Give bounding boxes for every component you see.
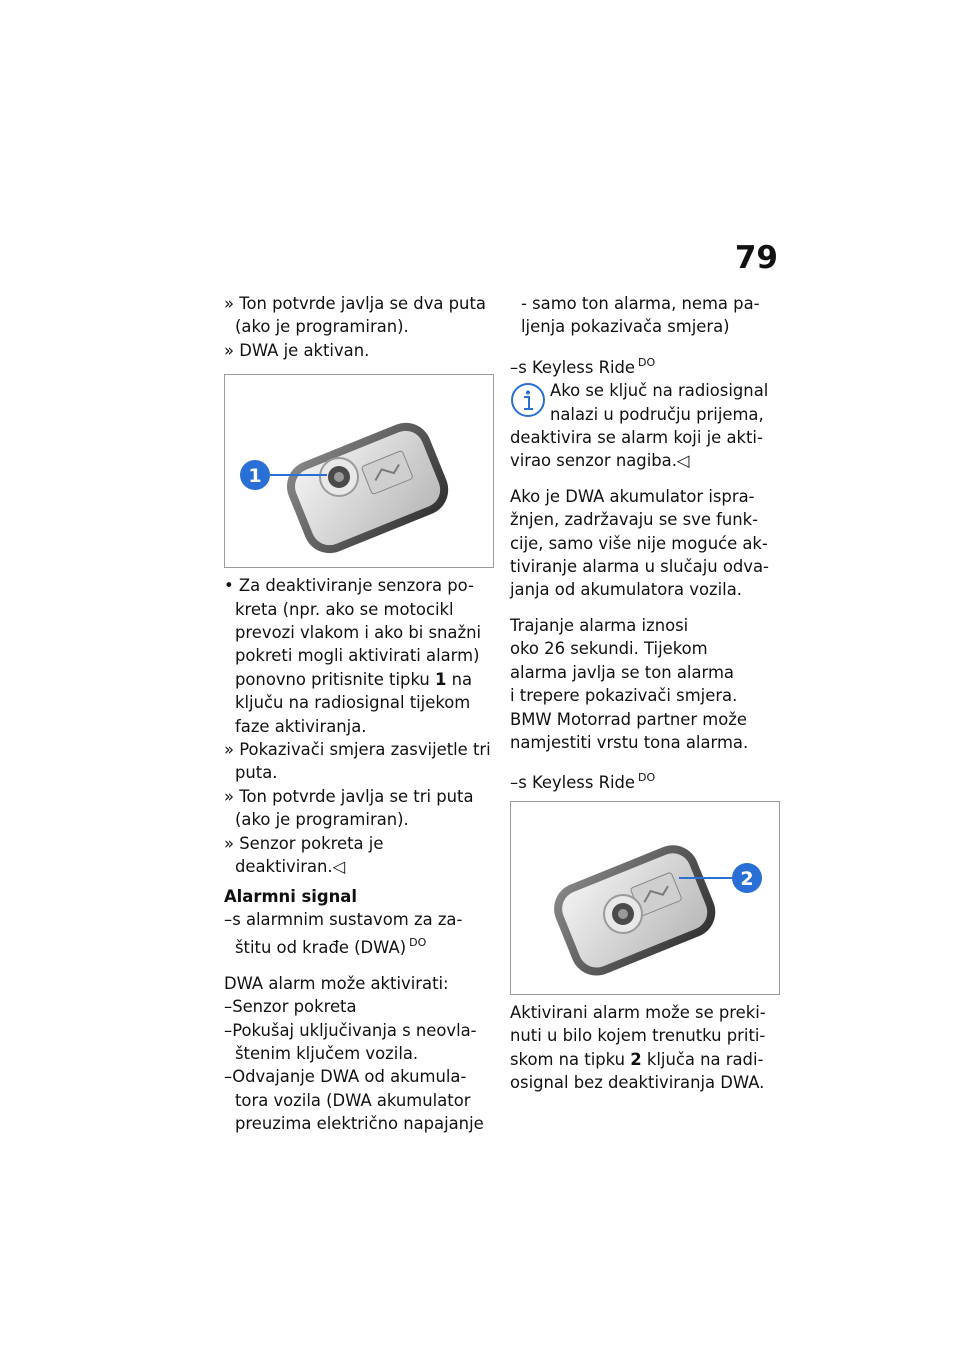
trigger-line: –Pokušaj uključivanja s neovla- <box>224 1020 477 1040</box>
paragraph-line: janja od akumulatora vozila. <box>510 580 742 600</box>
paragraph-line: - samo ton alarma, nema pa- <box>521 294 760 313</box>
paragraph-line: nuti u bilo kojem trenutku priti- <box>510 1026 766 1046</box>
page-number: 79 <box>734 240 778 276</box>
bullet-line: prevozi vlakom i ako bi snažni <box>235 623 482 643</box>
trigger-line: štenim ključem vozila. <box>235 1043 419 1063</box>
paragraph-text: ključa na radi- <box>641 1049 764 1069</box>
note-line: Ako se ključ na radiosignal <box>550 381 769 401</box>
left-column <box>224 292 494 1136</box>
result-line: » DWA je aktivan. <box>224 340 370 360</box>
note-line: virao senzor nagiba.◁ <box>510 451 690 471</box>
paragraph-line: i trepere pokazivači smjera. <box>510 686 738 706</box>
result-line: » Ton potvrde javlja se tri puta <box>224 786 474 806</box>
option-line <box>224 931 494 959</box>
option-line: –s alarmnim sustavom za za- <box>224 909 463 929</box>
paragraph-line: namjestiti vrstu tona alarma. <box>510 732 749 752</box>
bullet-text: ponovno pritisnite tipku <box>235 669 436 689</box>
result-line: » Senzor pokreta je <box>224 833 384 853</box>
paragraph-line: žnjen, zadržavaju se sve funk- <box>510 510 759 530</box>
bullet-line: kreta (npr. ako se motocikl <box>235 599 454 619</box>
paragraph-line <box>510 1048 782 1071</box>
paragraph-line: osignal bez deaktiviranja DWA. <box>510 1072 765 1092</box>
keyless-option-superscript: DO <box>638 355 656 369</box>
trigger-line: preuzima električno napajanje <box>235 1114 484 1134</box>
option-superscript: DO <box>409 936 427 950</box>
paragraph-line: DWA alarm može aktivirati: <box>224 973 449 993</box>
paragraph-text: skom na tipku <box>510 1049 631 1069</box>
key-number-1: 1 <box>435 669 447 689</box>
result-line: (ako je programiran). <box>235 810 409 830</box>
note-line: deaktivira se alarm koji je akti- <box>510 428 763 448</box>
result-line: » Pokazivači smjera zasvijetle tri <box>224 740 491 760</box>
option-text: štitu od krađe (DWA) <box>235 938 407 958</box>
result-line: puta. <box>235 763 278 783</box>
bullet-line: pokreti mogli aktivirati alarm) <box>235 646 480 666</box>
right-column <box>510 292 782 1094</box>
paragraph-line: Aktivirani alarm može se preki- <box>510 1002 766 1022</box>
trigger-line: –Senzor pokreta <box>224 997 357 1017</box>
radio-key-figure-2 <box>510 801 780 995</box>
keyless-option-text: –s Keyless Ride <box>510 773 636 793</box>
result-line: deaktiviran.◁ <box>235 857 346 877</box>
paragraph-line: cije, samo više nije moguće ak- <box>510 533 768 553</box>
bullet-text: na <box>446 669 473 689</box>
radio-key-illustration <box>511 802 779 994</box>
trigger-line: tora vozila (DWA akumulator <box>235 1090 471 1110</box>
result-line: (ako je programiran). <box>235 317 409 337</box>
paragraph-line: Trajanje alarma iznosi <box>510 615 689 635</box>
callout-2: 2 <box>740 867 754 890</box>
keyless-option-superscript: DO <box>638 771 656 785</box>
paragraph-line: ljenja pokazivača smjera) <box>521 317 730 337</box>
paragraph-line: BMW Motorrad partner može <box>510 709 747 729</box>
paragraph-line: tiviranje alarma u slučaju odva- <box>510 557 769 577</box>
info-icon <box>510 382 546 418</box>
keyless-option-line <box>510 351 782 379</box>
radio-key-illustration <box>225 375 493 567</box>
keyless-option-text: –s Keyless Ride <box>510 357 636 377</box>
bullet-line: ključu na radiosignal tijekom <box>235 693 471 713</box>
bullet-line: • Za deaktiviranje senzora po- <box>224 576 474 596</box>
info-note <box>510 379 782 426</box>
bullet-line: faze aktiviranja. <box>235 716 367 736</box>
result-line: » Ton potvrde javlja se dva puta <box>224 294 486 313</box>
paragraph-line: alarma javlja se ton alarma <box>510 662 734 682</box>
keyless-option-line <box>510 766 782 794</box>
note-line: nalazi u području prijema, <box>550 404 764 424</box>
radio-key-figure-1 <box>224 374 494 568</box>
key-number-2: 2 <box>630 1049 642 1069</box>
paragraph-line: oko 26 sekundi. Tijekom <box>510 639 708 659</box>
callout-1: 1 <box>248 465 262 488</box>
bullet-line <box>224 668 494 691</box>
trigger-line: –Odvajanje DWA od akumula- <box>224 1067 467 1087</box>
paragraph-line: Ako je DWA akumulator ispra- <box>510 486 755 506</box>
section-heading: Alarmni signal <box>224 886 357 906</box>
